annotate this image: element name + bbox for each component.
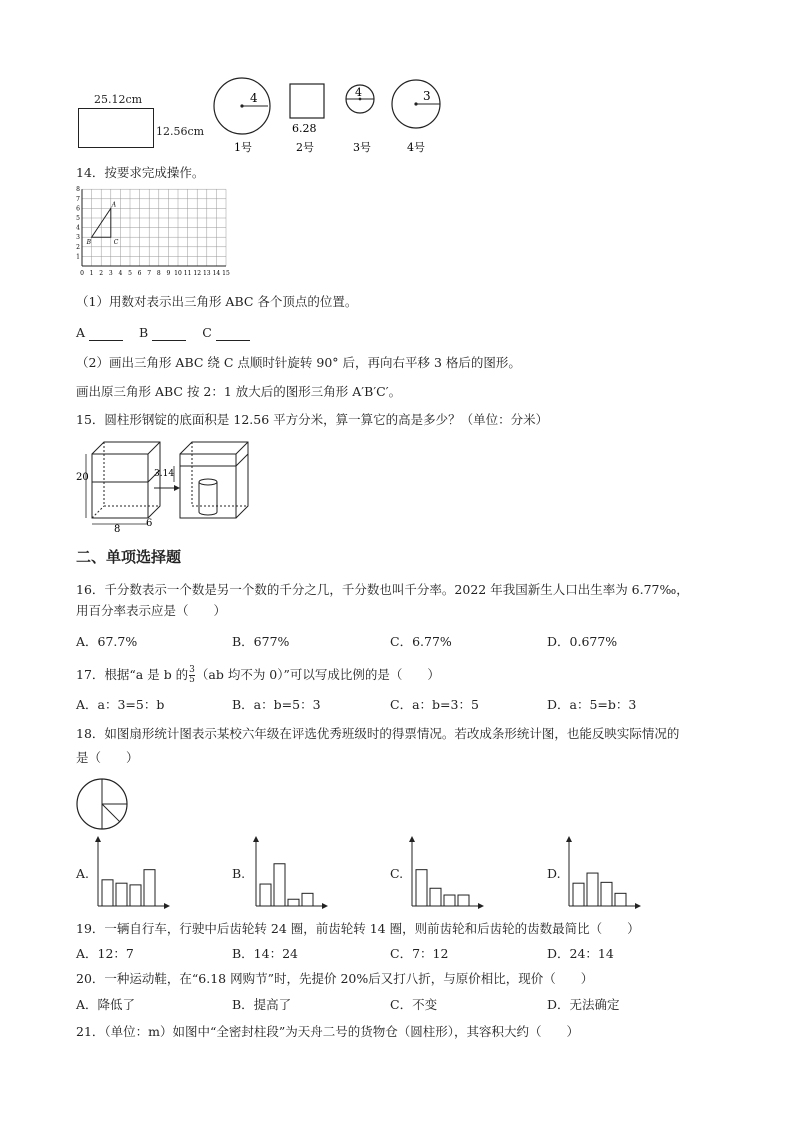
q19-option-c[interactable]: C．7：12 — [390, 946, 449, 961]
q19-option-a[interactable]: A．12：7 — [76, 946, 134, 961]
q20-option-a[interactable]: A．降低了 — [76, 997, 136, 1012]
q17-stem — [76, 664, 440, 686]
y-tick-label: 3 — [76, 234, 80, 242]
y-tick-label: 4 — [76, 224, 80, 232]
width-label: 6 — [146, 518, 153, 529]
bar — [288, 899, 299, 906]
pie-slice-3 — [102, 804, 120, 822]
vertex-label-c: C — [113, 239, 119, 247]
square-2-measure: 6.28 — [292, 122, 317, 135]
vertex-label-a: A — [111, 201, 117, 209]
q18-option-a-letter[interactable]: A. — [76, 866, 90, 881]
square-2 — [290, 84, 324, 118]
answer-blank-a[interactable] — [89, 328, 123, 341]
rect-width-label: 25.12cm — [94, 93, 143, 106]
bar — [416, 870, 427, 906]
height-label: 20 — [76, 472, 89, 483]
bar — [130, 885, 141, 906]
bar — [102, 880, 113, 906]
fraction — [189, 666, 195, 685]
bar-chart-a[interactable] — [92, 834, 172, 912]
circle-1-measure: 4 — [250, 91, 258, 105]
answer-blank-c[interactable] — [216, 328, 250, 341]
shape-2-label: 2号 — [296, 141, 314, 154]
section-heading: 二、单项选择题 — [76, 548, 182, 566]
q17-option-a[interactable]: A．a：3=5：b — [76, 697, 165, 712]
rect-height-label: 12.56cm — [156, 125, 205, 138]
bar — [430, 888, 441, 906]
x-tick-label: 5 — [128, 270, 132, 277]
x-tick-label: 13 — [202, 270, 211, 277]
answer-label-b: B — [139, 325, 149, 340]
q18-option-c-letter[interactable]: C. — [390, 866, 404, 881]
circle-3-measure: 4 — [355, 86, 362, 99]
bar — [444, 895, 455, 906]
bar — [458, 895, 469, 906]
q14-part2: （2）画出三角形 ABC 绕 C 点顺时针旋转 90° 后，再向右平移 3 格后的图形。 — [76, 355, 521, 370]
bar-chart-d[interactable] — [563, 834, 643, 912]
bar-x-arrow — [164, 903, 170, 909]
bar-x-arrow — [322, 903, 328, 909]
x-tick-label: 10 — [174, 270, 182, 277]
q17-option-b[interactable]: B．a：b=5：3 — [232, 697, 321, 712]
q19-option-d[interactable]: D．24：14 — [547, 946, 614, 961]
q16-option-c[interactable]: C．6.77% — [390, 634, 452, 649]
q16-line1: 16．千分数表示一个数是另一个数的千分之几，千分数也叫千分率。2022 年我国新生人口出生率为 6.77‰， — [76, 582, 689, 597]
q17-stem-pre: 17．根据“a 是 b 的 — [76, 667, 189, 682]
q20-option-d[interactable]: D．无法确定 — [547, 997, 620, 1012]
shape-3-label: 3号 — [353, 141, 371, 154]
y-tick-label: 5 — [76, 215, 80, 222]
bar — [260, 884, 271, 906]
x-tick-label: 1 — [89, 270, 94, 277]
q20-option-b[interactable]: B．提高了 — [232, 997, 292, 1012]
x-tick-label: 11 — [183, 270, 192, 277]
q18-line2: 是（ ） — [76, 750, 139, 765]
bar-y-arrow — [566, 836, 572, 842]
q21-stem: 21．（单位：m）如图中“全密封柱段”为天舟二号的货物仓（圆柱形），其容积大约（ ） — [76, 1024, 580, 1039]
x-tick-label: 3 — [108, 270, 113, 277]
length-label: 8 — [114, 524, 121, 535]
answer-blank-b[interactable] — [152, 328, 186, 341]
q16-line2: 用百分率表示应是（ ） — [76, 603, 227, 618]
circle-4-center — [414, 102, 417, 105]
q19-option-b[interactable]: B．14：24 — [232, 946, 298, 961]
answer-label-a: A — [76, 325, 86, 340]
bar-chart-c[interactable] — [406, 834, 486, 912]
fraction-denominator: 5 — [189, 675, 195, 685]
y-tick-label: 2 — [76, 243, 80, 251]
q20-stem: 20．一种运动鞋，在“6.18 网购节”时，先提价 20%后又打八折，与原价相比，现价（ ） — [76, 971, 594, 986]
q14-part3: 画出原三角形 ABC 按 2：1 放大后的图形三角形 A′B′C′。 — [76, 384, 402, 399]
shape-4-label: 4号 — [407, 141, 425, 154]
x-tick-label: 9 — [166, 270, 171, 277]
cylinder-ingot — [199, 479, 217, 515]
bar-x-arrow — [635, 903, 641, 909]
x-tick-label: 7 — [147, 270, 152, 277]
x-tick-label: 8 — [156, 270, 161, 277]
q15-figure — [74, 436, 254, 535]
answer-label-c: C — [202, 325, 212, 340]
x-tick-label: 15 — [222, 270, 230, 277]
y-tick-label: 1 — [76, 253, 80, 261]
q17-option-d[interactable]: D．a：5=b：3 — [547, 697, 637, 712]
q19-stem: 19．一辆自行车，行驶中后齿轮转 24 圈，前齿轮转 14 圈，则前齿轮和后齿轮的齿数最简比（ ） — [76, 921, 640, 936]
q16-option-a[interactable]: A．67.7% — [76, 634, 138, 649]
left-container — [92, 442, 160, 518]
vertex-label-b: B — [86, 239, 92, 247]
q20-option-c[interactable]: C．不变 — [390, 997, 438, 1012]
bar-y-arrow — [253, 836, 259, 842]
q14-answers — [76, 325, 254, 341]
x-tick-label: 4 — [118, 270, 123, 277]
q14-title: 14．按要求完成操作。 — [76, 165, 205, 180]
bar — [587, 873, 598, 906]
bar-x-arrow — [478, 903, 484, 909]
q18-line1: 18．如图扇形统计图表示某校六年级在评选优秀班级时的得票情况。若改成条形统计图，也能反映实际情况的 — [76, 726, 680, 741]
x-tick-label: 12 — [193, 270, 202, 277]
q16-option-d[interactable]: D．0.677% — [547, 634, 618, 649]
fraction-numerator: 3 — [189, 665, 195, 675]
q13-figures — [70, 82, 450, 162]
coordinate-grid — [72, 186, 242, 278]
circle-1-center — [240, 104, 243, 107]
y-tick-label: 8 — [76, 186, 80, 194]
q13-shape-svg — [210, 82, 450, 162]
pie-chart — [74, 778, 134, 834]
q15-title: 15．圆柱形钢锭的底面积是 12.56 平方分米，算一算它的高是多少？（单位：分米） — [76, 412, 549, 427]
bar — [302, 893, 313, 906]
bar — [615, 893, 626, 906]
x-tick-label: 6 — [137, 270, 142, 277]
x-tick-label: 0 — [80, 270, 84, 277]
q18-option-b-letter[interactable]: B. — [232, 866, 246, 881]
x-tick-label: 2 — [99, 270, 104, 277]
q17-stem-post: （ab 均不为 0）”可以写成比例的是（ ） — [195, 667, 440, 682]
bar — [116, 883, 127, 906]
bar — [573, 883, 584, 906]
bar — [144, 870, 155, 906]
rectangle-shape — [78, 108, 154, 148]
rise-label: 3.14 — [154, 469, 175, 479]
circle-4-measure: 3 — [423, 89, 431, 103]
shape-1-label: 1号 — [234, 141, 252, 154]
bar-chart-b[interactable] — [250, 834, 330, 912]
q17-option-c[interactable]: C．a：b=3：5 — [390, 697, 479, 712]
q16-option-b[interactable]: B．677% — [232, 634, 290, 649]
y-tick-label: 6 — [76, 205, 80, 213]
bar — [601, 882, 612, 906]
bar — [274, 864, 285, 906]
bar-y-arrow — [409, 836, 415, 842]
q14-part1: （1）用数对表示出三角形 ABC 各个顶点的位置。 — [76, 294, 358, 309]
q18-option-d-letter[interactable]: D. — [547, 866, 561, 881]
bar-y-arrow — [95, 836, 101, 842]
y-tick-label: 7 — [76, 195, 80, 203]
x-tick-label: 14 — [212, 270, 221, 277]
